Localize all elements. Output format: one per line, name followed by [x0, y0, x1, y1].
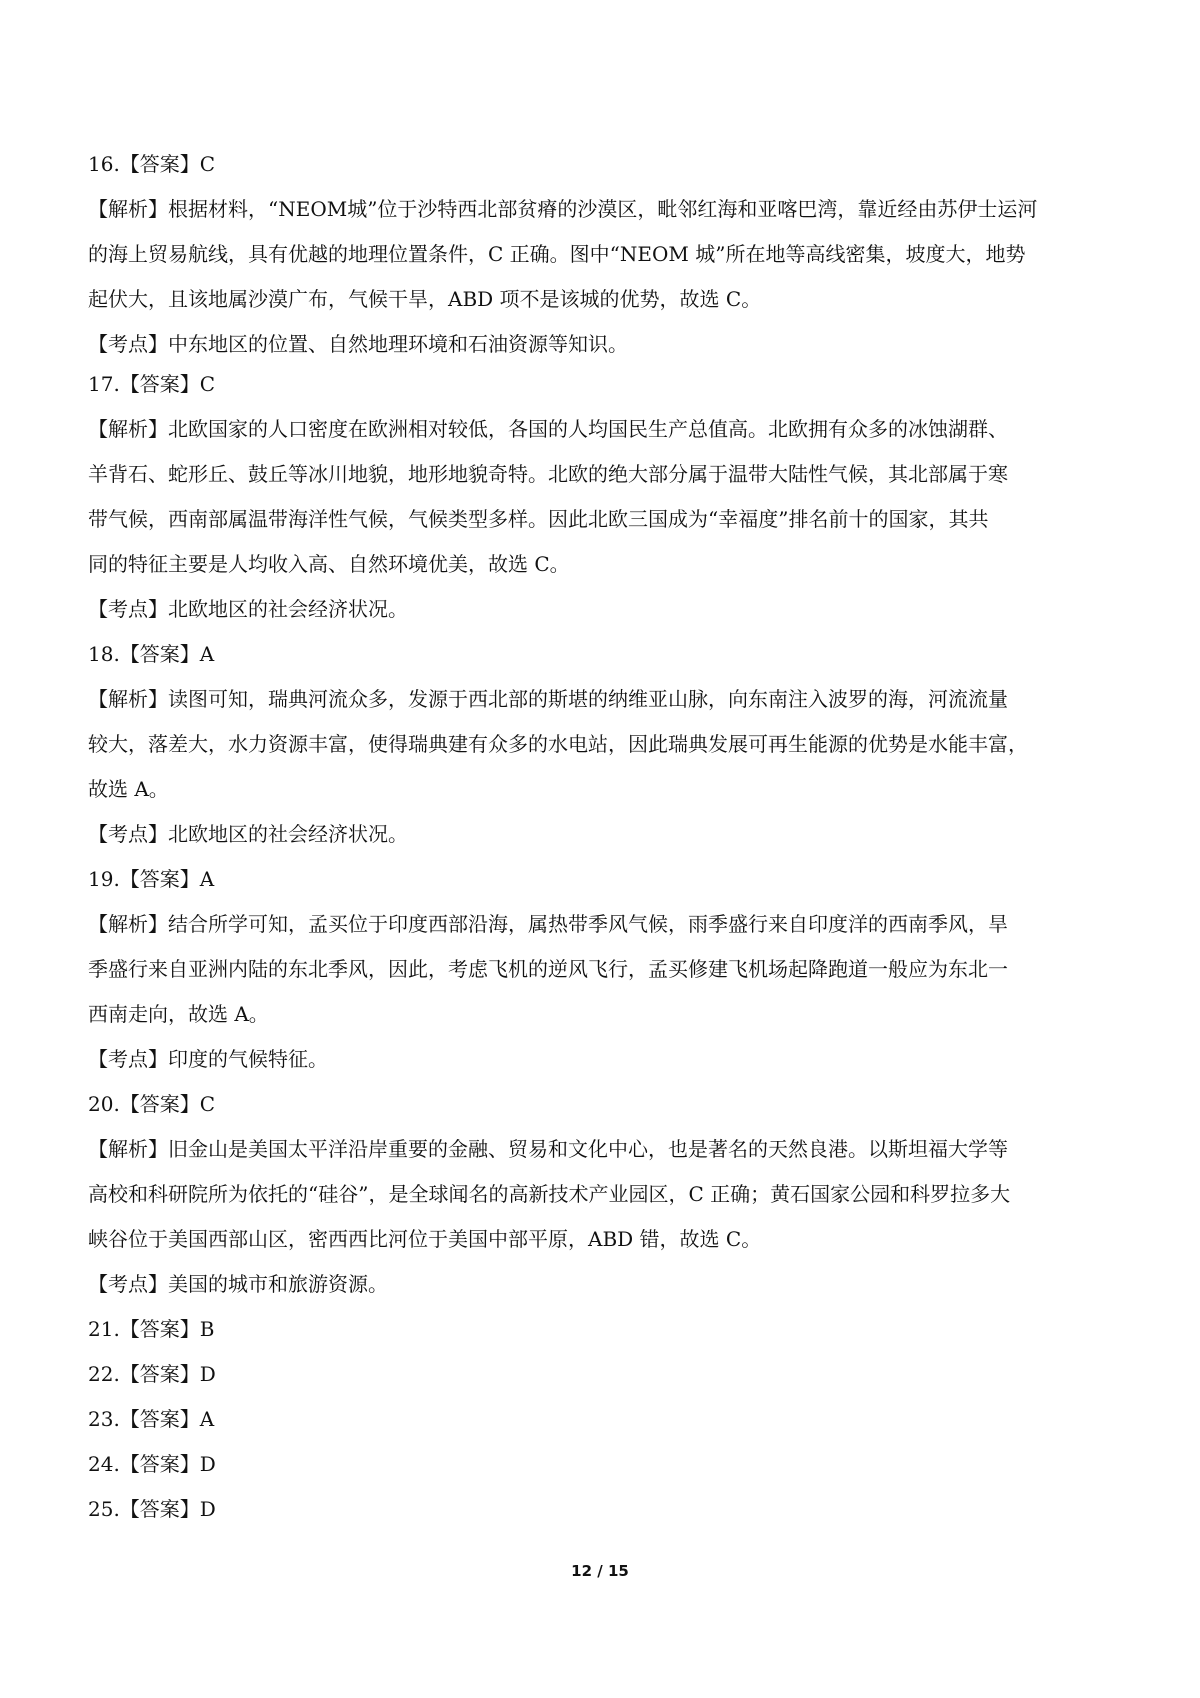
answer-18: 18.【答案】A	[88, 642, 215, 666]
analysis-16-line-1: 【解析】根据材料，“NEOM城”位于沙特西北部贫瘠的沙漠区，毗邻红海和亚喀巴湾，靠近经由苏伊士运河	[88, 197, 1038, 221]
keypoint-16: 【考点】中东地区的位置、自然地理环境和石油资源等知识。	[88, 332, 628, 356]
answer-25: 25.【答案】D	[88, 1497, 216, 1521]
answer-17: 17.【答案】C	[88, 370, 1112, 398]
answer-24: 24.【答案】D	[88, 1450, 1112, 1478]
answer-22: 22.【答案】D	[88, 1362, 216, 1386]
analysis-18-line-3: 故选 A。	[88, 777, 169, 801]
analysis-20-line-2: 高校和科研院所为依托的“硅谷”，是全球闻名的高新技术产业园区，C 正确；黄石国家公园和科罗拉多大	[88, 1182, 1011, 1206]
answer-23: 23.【答案】A	[88, 1405, 1112, 1433]
keypoint-19: 【考点】印度的气候特征。	[88, 1047, 328, 1071]
analysis-20-line-3: 峡谷位于美国西部山区，密西西比河位于美国中部平原，ABD 错，故选 C。	[88, 1227, 762, 1251]
keypoint-18: 【考点】北欧地区的社会经济状况。	[88, 822, 408, 846]
analysis-18-line-1: 【解析】读图可知，瑞典河流众多，发源于西北部的斯堪的纳维亚山脉，向东南注入波罗的海，河流流量	[88, 687, 1008, 711]
page-number: 12 / 15	[571, 1562, 629, 1580]
analysis-18-line-2: 较大，落差大，水力资源丰富，使得瑞典建有众多的水电站，因此瑞典发展可再生能源的优势是水能丰富，	[88, 732, 1028, 756]
answer-19: 19.【答案】A	[88, 865, 1112, 893]
analysis-19-line-2: 季盛行来自亚洲内陆的东北季风，因此，考虑飞机的逆风飞行，孟买修建飞机场起降跑道一般应为东北一	[88, 957, 1008, 981]
answer-21: 21.【答案】B	[88, 1317, 215, 1341]
analysis-17-line-3: 带气候，西南部属温带海洋性气候，气候类型多样。因此北欧三国成为“幸福度”排名前十的国家，其共	[88, 507, 989, 531]
answer-16: 16.【答案】C	[88, 152, 216, 176]
analysis-17-line-2: 羊背石、蛇形丘、鼓丘等冰川地貌，地形地貌奇特。北欧的绝大部分属于温带大陆性气候，其北部属于寒	[88, 462, 1008, 486]
answer-20: 20.【答案】C	[88, 1092, 216, 1116]
keypoint-17: 【考点】北欧地区的社会经济状况。	[88, 597, 408, 621]
keypoint-20: 【考点】美国的城市和旅游资源。	[88, 1272, 388, 1296]
analysis-19-line-1: 【解析】结合所学可知，孟买位于印度西部沿海，属热带季风气候，雨季盛行来自印度洋的西南季风，旱	[88, 912, 1008, 936]
analysis-20-line-1: 【解析】旧金山是美国太平洋沿岸重要的金融、贸易和文化中心，也是著名的天然良港。以斯坦福大学等	[88, 1137, 1008, 1161]
analysis-17-line-1: 【解析】北欧国家的人口密度在欧洲相对较低，各国的人均国民生产总值高。北欧拥有众多的冰蚀湖群、	[88, 417, 1008, 441]
analysis-16-line-2: 的海上贸易航线，具有优越的地理位置条件，C 正确。图中“NEOM 城”所在地等高线密集，坡度大，地势	[88, 242, 1026, 266]
analysis-19-line-3: 西南走向，故选 A。	[88, 1002, 269, 1026]
analysis-16-line-3: 起伏大，且该地属沙漠广布，气候干旱，ABD 项不是该城的优势，故选 C。	[88, 287, 762, 311]
analysis-17-line-4: 同的特征主要是人均收入高、自然环境优美，故选 C。	[88, 552, 570, 576]
